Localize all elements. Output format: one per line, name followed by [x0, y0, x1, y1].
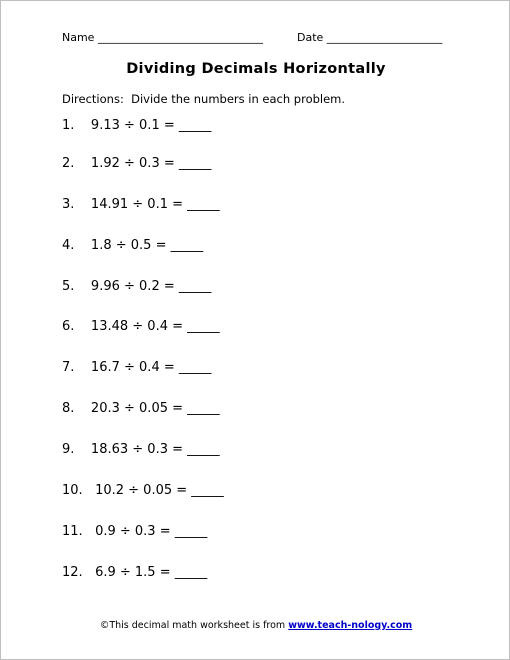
problem-9: 9. 18.63 ÷ 0.3 = _____ [62, 442, 220, 457]
date-field: Date _____________________ [297, 31, 443, 44]
teach-nology-link[interactable]: www.teach-nology.com [288, 620, 413, 631]
problem-3: 3. 14.91 ÷ 0.1 = _____ [62, 197, 220, 212]
problem-5: 5. 9.96 ÷ 0.2 = _____ [62, 279, 212, 294]
problem-1: 1. 9.13 ÷ 0.1 = _____ [62, 118, 212, 133]
problem-4: 4. 1.8 ÷ 0.5 = _____ [62, 238, 204, 253]
footer-text: ©This decimal math worksheet is from [99, 620, 289, 631]
problem-7: 7. 16.7 ÷ 0.4 = _____ [62, 360, 212, 375]
problem-6: 6. 13.48 ÷ 0.4 = _____ [62, 319, 220, 334]
directions-text: Directions: Divide the numbers in each problem. [62, 92, 346, 106]
problem-2: 2. 1.92 ÷ 0.3 = _____ [62, 156, 212, 171]
worksheet-title: Dividing Decimals Horizontally [126, 61, 386, 77]
name-field: Name ______________________________ [62, 31, 263, 44]
problem-10: 10. 10.2 ÷ 0.05 = _____ [62, 483, 224, 498]
problem-8: 8. 20.3 ÷ 0.05 = _____ [62, 401, 220, 416]
problem-12: 12. 6.9 ÷ 1.5 = _____ [62, 565, 208, 580]
footer [1, 620, 510, 631]
problem-11: 11. 0.9 ÷ 0.3 = _____ [62, 524, 208, 539]
